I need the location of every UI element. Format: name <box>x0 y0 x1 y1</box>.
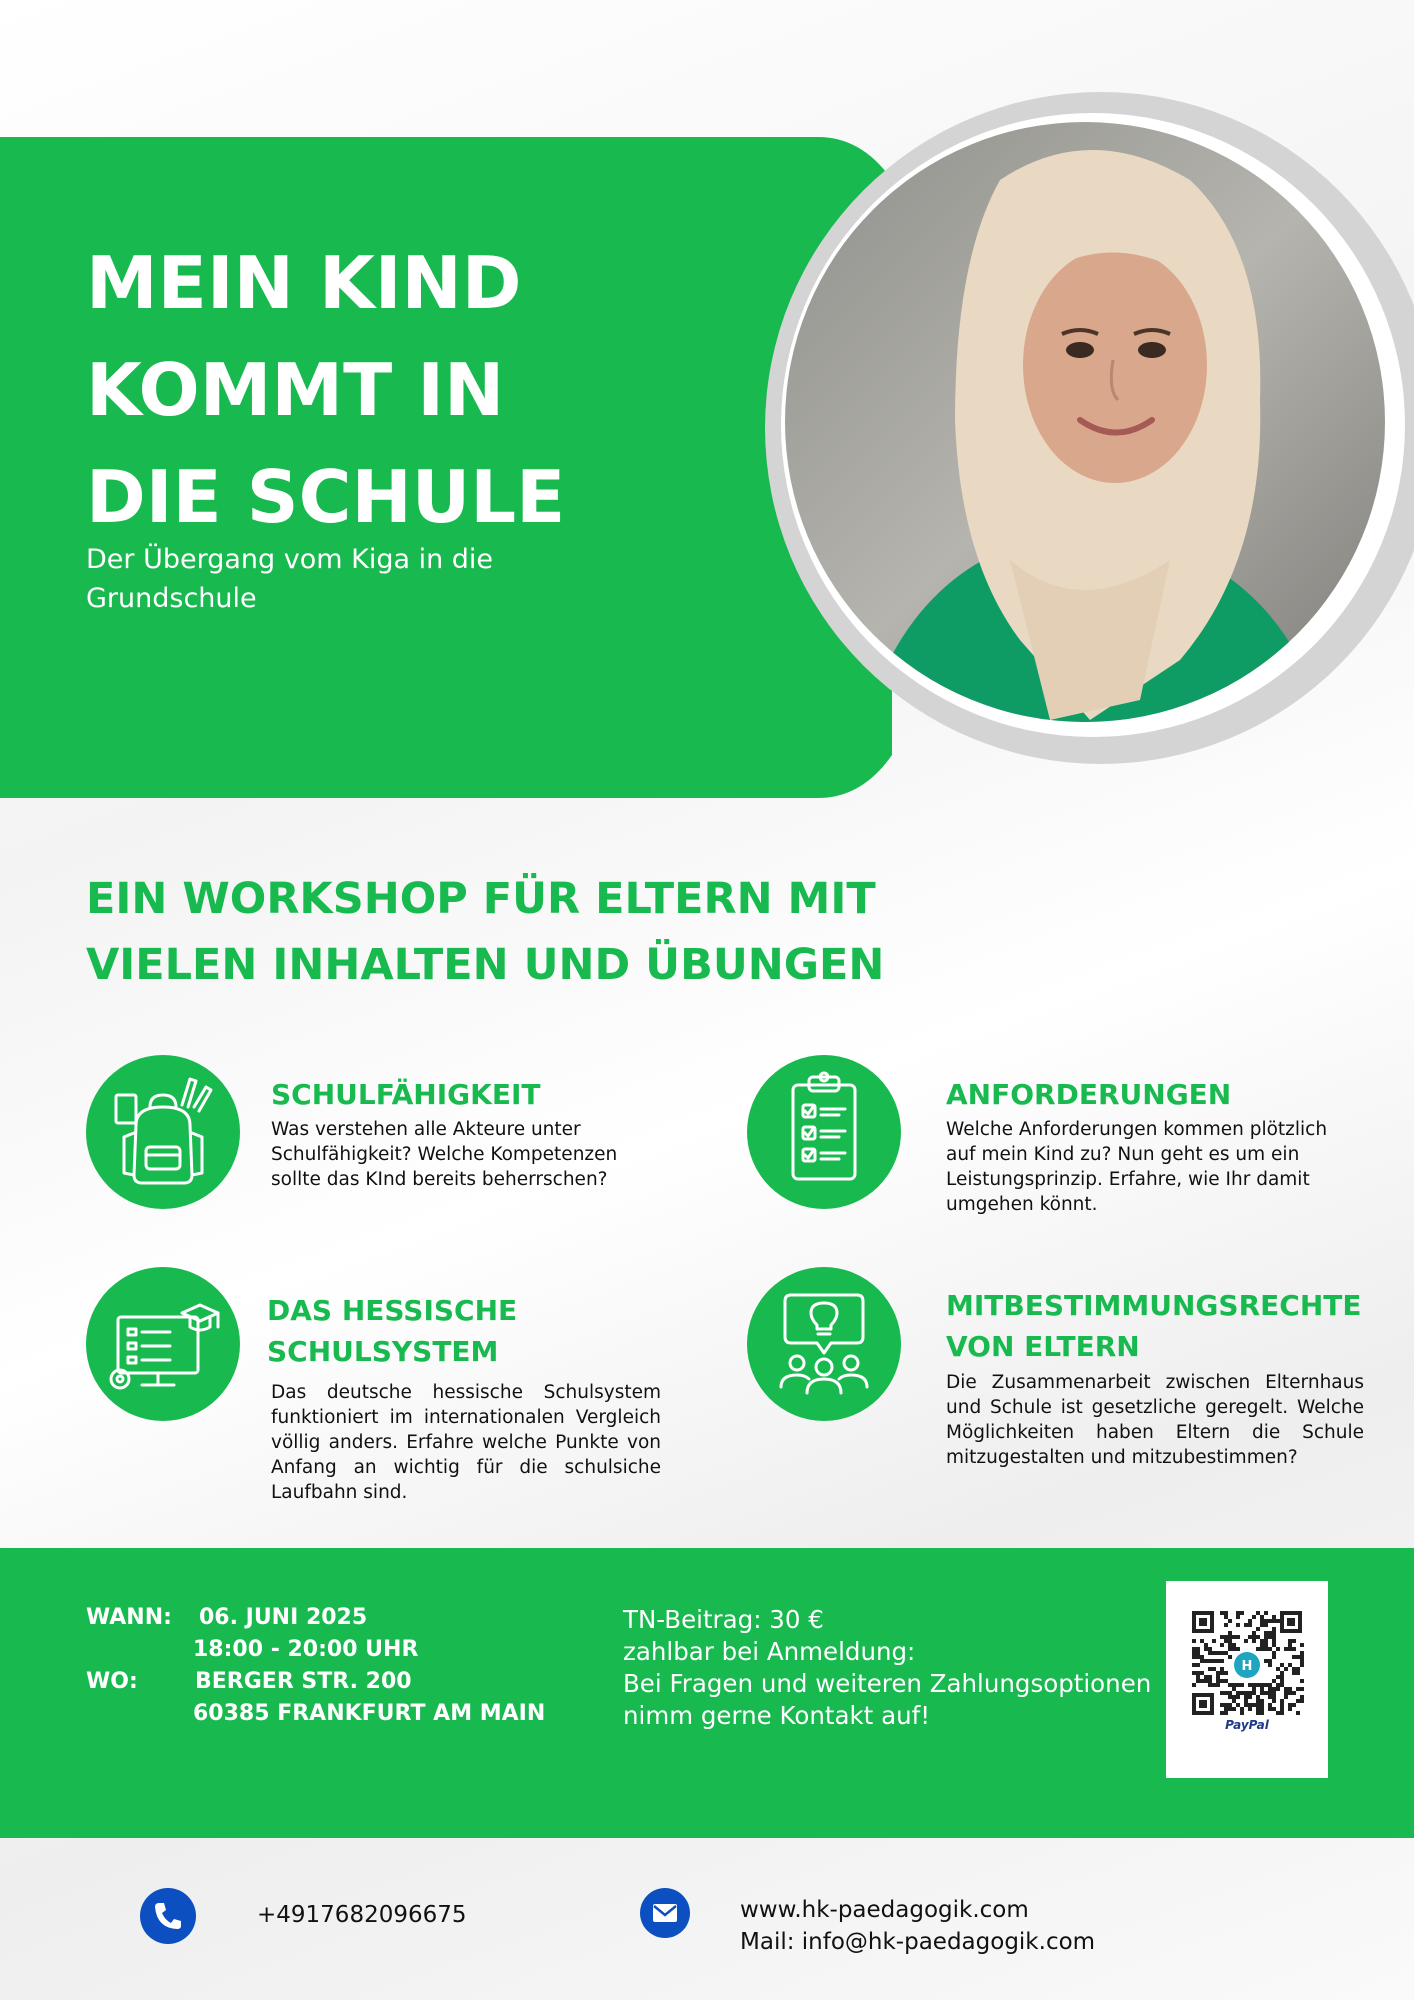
qr-center-letter: H <box>1241 1659 1253 1674</box>
hero-title-line: KOMMT IN <box>86 348 505 432</box>
email-link[interactable]: Mail: info@hk-paedagogik.com <box>740 1929 1096 1955</box>
hero-title-line: DIE SCHULE <box>86 455 566 539</box>
hero-subtitle <box>86 540 606 618</box>
mail-icon[interactable] <box>640 1888 690 1938</box>
feature-title-line: VON ELTERN <box>946 1330 1140 1363</box>
fee-line: zahlbar bei Anmeldung: <box>623 1637 916 1666</box>
workshop-title <box>86 866 986 998</box>
clipboard-checklist-icon <box>747 1055 901 1209</box>
event-city: 60385 FRANKFURT AM MAIN <box>193 1701 546 1726</box>
education-monitor-icon <box>86 1267 240 1421</box>
phone-number[interactable]: +4917682096675 <box>257 1902 467 1928</box>
feature-text-schulsystem: Das deutsche hessische Schulsystem funktioniert im internationalen Vergleich völlig anders. Erfahre welche Punkte von Anfang an wichtig für die schulsiche Laufbahn sind. <box>271 1382 661 1503</box>
feature-title-line: MITBESTIMMUNGSRECHTE <box>946 1289 1362 1322</box>
hero-title <box>86 230 646 551</box>
fee-line: nimm gerne Kontakt auf! <box>623 1701 931 1730</box>
feature-title-mitbestimmung <box>946 1285 1366 1367</box>
feature-title-anforderungen <box>946 1074 1356 1115</box>
fee-line: TN-Beitrag: 30 € <box>623 1605 824 1634</box>
feature-text-mitbestimmung: Die Zusammenarbeit zwischen Elternhaus und Schule ist gesetzliche geregelt. Welche Möglichkeiten haben Eltern die Schule mitzugestalten und mitzubestimmen? <box>946 1372 1364 1468</box>
event-time: 18:00 - 20:00 UHR <box>193 1637 419 1662</box>
workshop-title-line: EIN WORKSHOP FÜR ELTERN MIT <box>86 874 876 924</box>
website-link[interactable]: www.hk-paedagogik.com <box>740 1897 1029 1923</box>
when-label: WANN: <box>86 1605 172 1630</box>
feature-title-line: ANFORDERUNGEN <box>946 1078 1232 1111</box>
event-date: 06. JUNI 2025 <box>199 1605 368 1630</box>
hero-title-line: MEIN KIND <box>86 241 522 325</box>
feature-title-line: SCHULSYSTEM <box>267 1335 499 1368</box>
paypal-logo: PayPal <box>1225 1718 1269 1732</box>
hero-subtitle-line: Grundschule <box>86 583 257 614</box>
hero-subtitle-line: Der Übergang vom Kiga in die <box>86 544 494 575</box>
fee-info <box>623 1604 1163 1732</box>
feature-text-anforderungen: Welche Anforderungen kommen plötzlich auf mein Kind zu? Nun geht es um ein Leistungsprinzip. Erfahre, wie Ihr damit umgehen könnt. <box>946 1119 1328 1215</box>
phone-icon[interactable] <box>140 1888 196 1944</box>
feature-title-line: SCHULFÄHIGKEIT <box>271 1078 541 1111</box>
paypal-qr-code[interactable] <box>1166 1581 1328 1778</box>
feature-title-schulsystem <box>267 1290 667 1372</box>
idea-group-icon <box>747 1267 901 1421</box>
school-backpack-icon <box>86 1055 240 1209</box>
event-street: BERGER STR. 200 <box>195 1669 412 1694</box>
feature-title-line: DAS HESSISCHE <box>267 1294 518 1327</box>
where-label: WO: <box>86 1669 138 1694</box>
feature-title-schulfaehigkeit <box>271 1074 671 1115</box>
feature-text-schulfaehigkeit: Was verstehen alle Akteure unter Schulfähigkeit? Welche Kompetenzen sollte das KInd bereits beherrschen? <box>271 1119 618 1190</box>
fee-line: Bei Fragen und weiteren Zahlungsoptionen <box>623 1669 1152 1698</box>
workshop-title-line: VIELEN INHALTEN UND ÜBUNGEN <box>86 940 885 990</box>
